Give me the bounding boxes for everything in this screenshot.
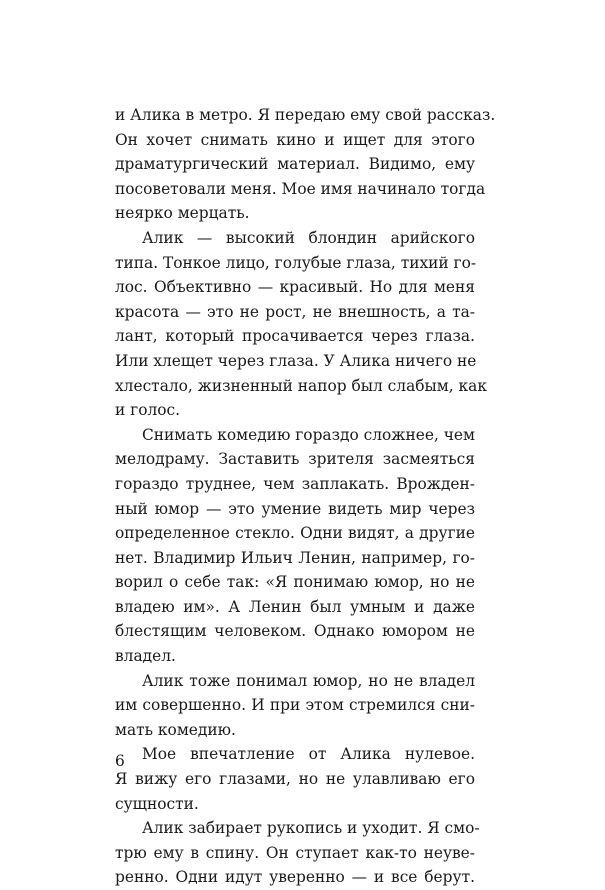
- text-line: Алик забирает рукопись и уходит. Я смо-: [142, 819, 480, 838]
- text-line: драматургический материал. Видимо, ему: [115, 155, 475, 174]
- paragraph-6: [115, 816, 480, 890]
- text-line: владел.: [115, 647, 176, 666]
- text-line: Мое впечатление от Алика нулевое.: [142, 745, 475, 764]
- text-line: Снимать комедию гораздо сложнее, чем: [142, 425, 475, 444]
- paragraph-1: [115, 103, 496, 226]
- text-line: красота — это не рост, не внешность, а та-: [115, 302, 475, 321]
- paragraph-4: [115, 669, 475, 743]
- paragraph-5: [115, 742, 475, 816]
- text-line: хлестало, жизненный напор был слабым, как: [115, 376, 487, 395]
- text-line: лант, который просачивается через глаза.: [115, 327, 475, 346]
- text-line: мать комедию.: [115, 720, 236, 739]
- text-line: Или хлещет через глаза. У Алика ничего не: [115, 351, 477, 370]
- text-line: типа. Тонкое лицо, голубые глаза, тихий го-: [115, 253, 477, 272]
- paragraph-3: [115, 423, 475, 669]
- text-line: сущности.: [115, 794, 199, 813]
- text-line: лос. Объективно — красивый. Но для меня: [115, 278, 475, 297]
- text-line: им совершенно. И при этом стремился сни-: [115, 696, 475, 715]
- text-line: и Алика в метро. Я передаю ему свой рассказ.: [115, 106, 496, 124]
- text-line: Алик — высокий блондин арийского: [142, 228, 475, 247]
- page-number: 6: [115, 752, 125, 770]
- text-line: ный юмор — это умение видеть мир через: [115, 499, 475, 518]
- text-line: гораздо труднее, чем заплакать. Врожден-: [115, 474, 475, 493]
- text-line: Алик тоже понимал юмор, но не владел: [142, 671, 475, 690]
- body-text: [115, 103, 496, 890]
- text-line: Я вижу его глазами, но не улавливаю его: [115, 770, 475, 789]
- paragraph-2: [115, 226, 487, 423]
- text-line: ворил о себе так: «Я понимаю юмор, но не: [115, 573, 475, 592]
- text-line: и голос.: [115, 401, 181, 420]
- text-line: посоветовали меня. Мое имя начинало тогда: [115, 179, 486, 198]
- text-line: определенное стекло. Одни видят, а другие: [115, 524, 475, 543]
- text-line: Он хочет снимать кино и ищет для этого: [115, 130, 475, 149]
- text-line: неярко мерцать.: [115, 204, 250, 223]
- text-line: владею им». А Ленин был умным и даже: [115, 597, 475, 616]
- text-line: мелодраму. Заставить зрителя засмеяться: [115, 450, 475, 469]
- text-line: трю ему в спину. Он ступает как-то неуве-: [115, 843, 475, 862]
- text-line: блестящим человеком. Однако юмором не: [115, 622, 475, 641]
- text-line: нет. Владимир Ильич Ленин, например, го-: [115, 548, 475, 567]
- text-line: ренно. Одни идут уверенно — и все берут.: [115, 868, 475, 887]
